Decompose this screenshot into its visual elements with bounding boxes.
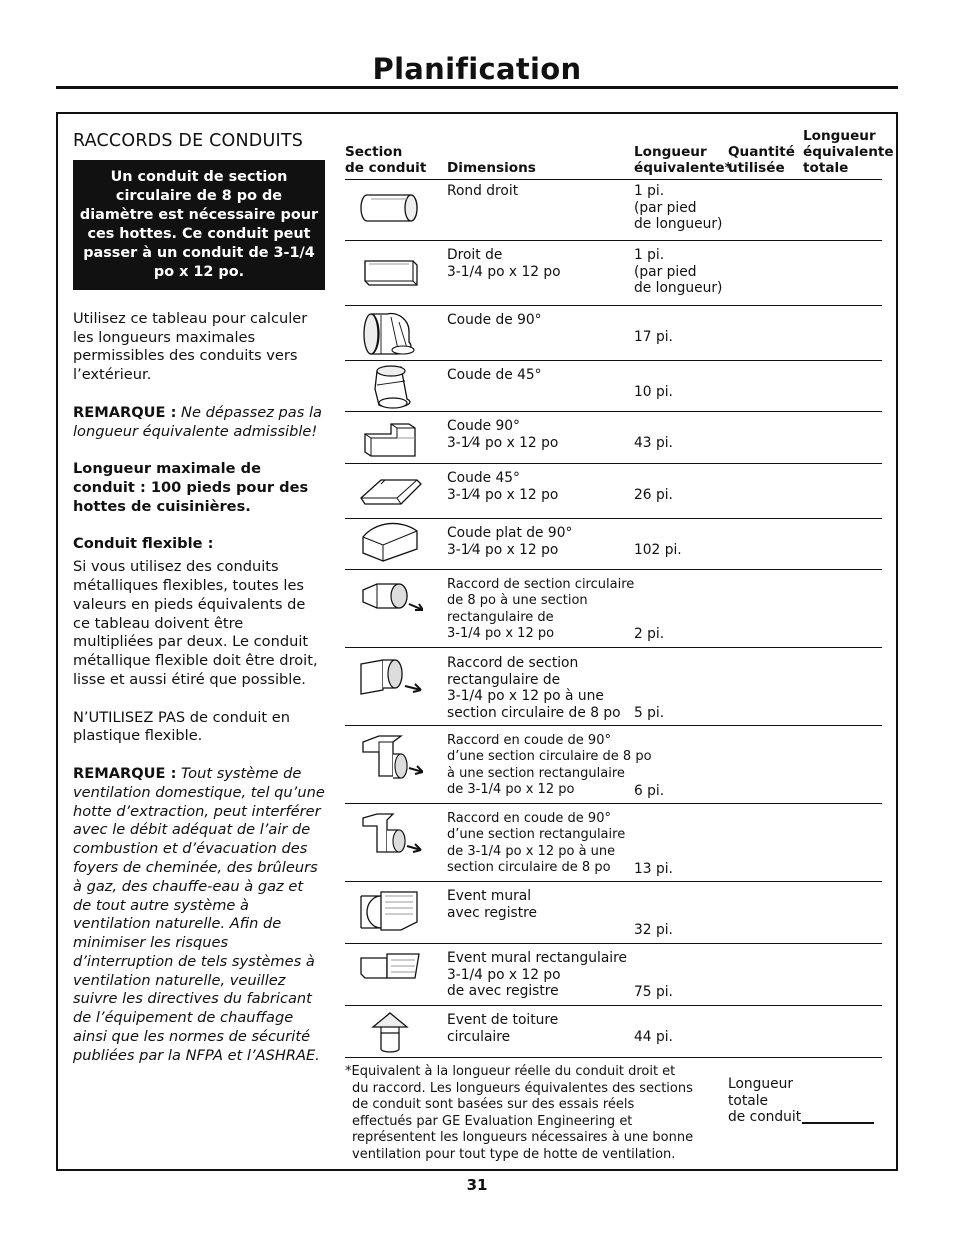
table-row	[345, 519, 882, 570]
page-number: 31	[466, 1176, 488, 1194]
roof-cap-icon	[357, 1009, 423, 1055]
row-length: 6 pi.	[634, 783, 665, 799]
footnote: *Equivalent à la longueur réelle du conduit droit et du raccord. Les longueurs équivalentes des sections de conduit sont basées sur des essais réels effectués par GE Evaluation Engineering et représentent les longueurs nécessaires à une bonne ventilation pour tout type de hotte de ventilation.	[345, 1064, 694, 1162]
table-row	[345, 944, 882, 1006]
row-dimensions: Event mural rectangulaire 3-1/4 po x 12 po de avec registre	[447, 950, 627, 1000]
remark-2	[73, 765, 325, 1066]
table-row	[345, 1006, 882, 1058]
table-row	[345, 464, 882, 519]
row-length: 2 pi.	[634, 626, 665, 642]
section-heading: RACCORDS DE CONDUITS	[73, 131, 304, 151]
round-to-rect-icon	[357, 576, 423, 622]
row-dimensions: Raccord de section circulaire de 8 po à une section rectangulaire de 3-1/4 po x 12 po	[447, 577, 635, 642]
row-length: 102 pi.	[634, 542, 682, 558]
remark-1-text: Ne dépassez pas la longueur équivalente admissible!	[73, 403, 322, 440]
row-dimensions: Coude 45° 3-1⁄4 po x 12 po	[447, 470, 559, 503]
row-length: 17 pi.	[634, 329, 673, 345]
title-rule	[56, 86, 898, 89]
rect-elbow-90-icon	[357, 416, 423, 462]
table-row	[345, 412, 882, 464]
header-dimensions: Dimensions	[447, 160, 536, 176]
content-frame	[56, 112, 898, 1171]
row-length: 1 pi. (par pied de longueur)	[634, 247, 723, 297]
row-length: 5 pi.	[634, 705, 665, 721]
table-row	[345, 180, 882, 241]
flex-text: Si vous utilisez des conduits métalliques flexibles, toutes les valeurs en pieds équivalents de ce tableau doivent être multipliées par deux. Le conduit métallique flexible doit être droit, lisse et aussi étiré que possible.	[73, 558, 318, 688]
round-to-rect-elbow-icon	[357, 734, 423, 780]
row-dimensions: Raccord en coude de 90° d’une section rectangulaire de 3-1/4 po x 12 po à une section circulaire de 8 po	[447, 811, 626, 876]
remark-1-label: REMARQUE :	[73, 403, 177, 421]
page-title: Planification	[372, 52, 582, 86]
table-header	[345, 124, 894, 180]
row-length: 75 pi.	[634, 984, 673, 1000]
flex-heading: Conduit flexible :	[73, 535, 214, 553]
row-length: 13 pi.	[634, 861, 673, 877]
row-dimensions: Event mural avec registre	[447, 888, 537, 921]
row-dimensions: Raccord de section rectangulaire de 3-1/4 po x 12 po à une section circulaire de 8 po	[447, 655, 621, 721]
row-dimensions: Coude de 45°	[447, 367, 542, 383]
rect-to-round-elbow-icon	[357, 812, 423, 858]
notice-box: Un conduit de section circulaire de 8 po de diamètre est nécessaire pour ces hottes. Ce conduit peut passer à un conduit de 3-1/4 po x 12 po.	[73, 160, 325, 290]
row-dimensions: Coude de 90°	[447, 312, 542, 328]
rect-elbow-45-icon	[357, 468, 423, 514]
header-section: Section de conduit	[345, 144, 427, 176]
remark-2-label: REMARQUE :	[73, 764, 177, 782]
max-length-text: Longueur maximale de conduit : 100 pieds pour des hottes de cuisinières.	[73, 460, 309, 515]
row-length: 26 pi.	[634, 487, 673, 503]
elbow-45-icon	[357, 363, 423, 409]
table-row	[345, 361, 882, 412]
no-plastic-text: N’UTILISEZ PAS de conduit en plastique flexible.	[73, 708, 291, 745]
rect-duct-icon	[357, 249, 423, 295]
row-dimensions: Droit de 3-1/4 po x 12 po	[447, 247, 561, 280]
remark-2-text: Tout système de ventilation domestique, tel qu’une hotte d’extraction, peut interférer avec le débit adéquat de l’air de combustion et d’évacuation des foyers de cheminée, des brûleurs à gaz, des chauffe-eau à gaz et de tout autre système à ventilation naturelle. Afin de minimiser les risques d’interruption de tels systèmes à ventilation naturelle, veuillez suivre les directives du fabricant de l’équipement de chauffage ainsi que les normes de sécurité publiées par la NFPA et l’ASHRAE.	[73, 764, 325, 1064]
round-duct-icon	[357, 186, 423, 232]
left-column	[73, 132, 325, 1084]
row-length: 43 pi.	[634, 435, 673, 451]
row-dimensions: Coude 90° 3-1⁄4 po x 12 po	[447, 418, 559, 451]
row-dimensions: Raccord en coude de 90° d’une section circulaire de 8 po à une section rectangulaire de 3-1/4 po x 12 po	[447, 733, 652, 798]
row-dimensions: Event de toiture circulaire	[447, 1012, 559, 1045]
header-total: Longueur équivalente totale	[803, 128, 894, 176]
table-row	[345, 648, 882, 726]
total-length-label: Longueur totale de conduit	[728, 1076, 802, 1126]
row-length: 1 pi. (par pied de longueur)	[634, 183, 723, 233]
row-length: 10 pi.	[634, 384, 673, 400]
intro-text: Utilisez ce tableau pour calculer les longueurs maximales permissibles des conduits vers l’extérieur.	[73, 309, 308, 384]
table-row	[345, 570, 882, 648]
header-quantity: Quantité utilisée	[728, 144, 795, 176]
row-dimensions: Rond droit	[447, 183, 519, 199]
table-row	[345, 726, 882, 804]
rect-wall-cap-icon	[357, 948, 423, 994]
table-row	[345, 804, 882, 882]
total-length-blank[interactable]	[802, 1122, 874, 1124]
elbow-90-icon	[357, 310, 423, 356]
wall-cap-icon	[357, 888, 423, 934]
table-row	[345, 882, 882, 944]
duct-table	[345, 124, 894, 1058]
table-row	[345, 241, 882, 306]
row-length: 32 pi.	[634, 922, 673, 938]
flat-elbow-90-icon	[357, 521, 423, 567]
rect-to-round-icon	[357, 656, 423, 702]
row-length: 44 pi.	[634, 1029, 673, 1045]
row-dimensions: Coude plat de 90° 3-1⁄4 po x 12 po	[447, 525, 573, 558]
header-length: Longueur équivalente*	[634, 144, 732, 176]
table-row	[345, 306, 882, 361]
remark-1	[73, 404, 325, 442]
